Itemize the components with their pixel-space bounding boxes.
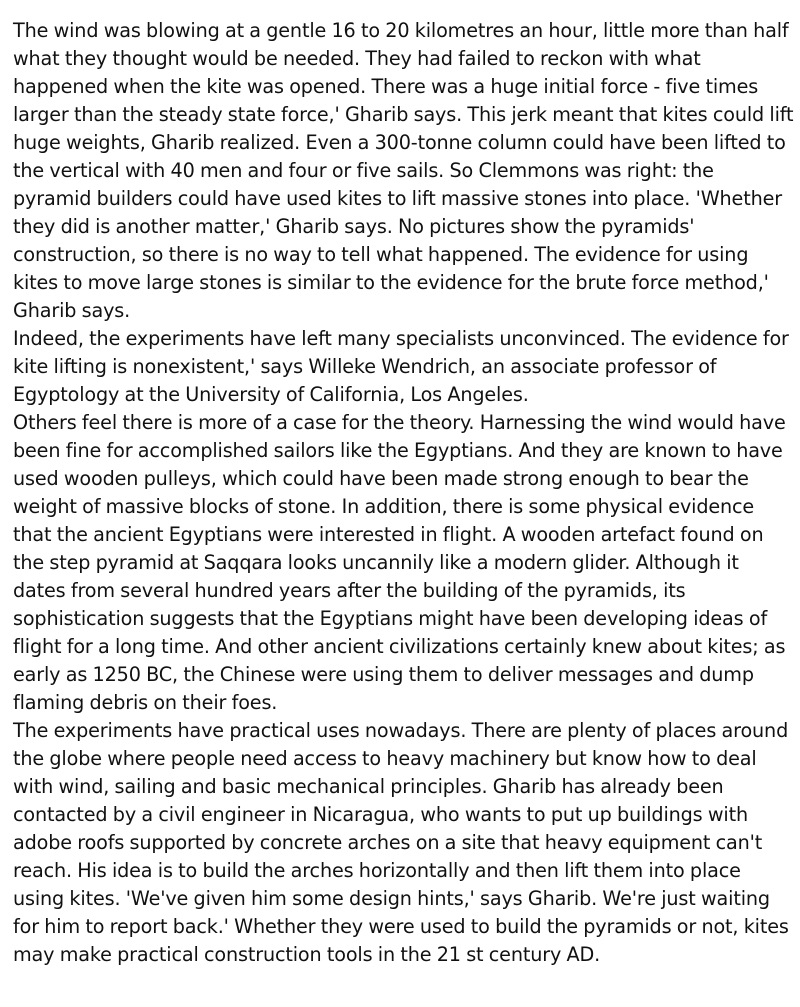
paragraph-case-for-theory: Others feel there is more of a case for the theory. Harnessing the wind would have been fine for accomplished sailors like the Egyptians. And they are known to have used wooden pulleys, which could have been made strong enough to bear the weight of massive blocks of stone. In addition, there is some physical evidence that the ancient Egyptians were interested in flight. A wooden artefact found on the step pyramid at Saqqara looks uncannily like a modern glider. Although it dates from several hundred years after the building of the pyramids, its sophistication suggests that the Egyptians might have been developing ideas of flight for a long time. And other ancient civilizations certainly knew about kites; as early as 1250 BC, the Chinese were using them to deliver messages and dump flaming debris on their foes. [13, 411, 786, 714]
article-text [13, 17, 794, 969]
paragraph-specialists-unconvinced: Indeed, the experiments have left many specialists unconvinced. The evidence for kite lifting is nonexistent,' says Willeke Wendrich, an associate professor of Egyptology at the University of California, Los Angeles. [13, 327, 789, 406]
paragraph-practical-uses: The experiments have practical uses nowadays. There are plenty of places around the globe where people need access to heavy machinery but know how to deal with wind, sailing and basic mechanical principles. Gharib has already been contacted by a civil engineer in Nicaragua, who wants to put up buildings with adobe roofs supported by concrete arches on a site that heavy equipment can't reach. His idea is to build the arches horizontally and then lift them into place using kites. 'We've given him some design hints,' says Gharib. We're just waiting for him to report back.' Whether they were used to build the pyramids or not, kites may make practical construction tools in the 21 st century AD. [13, 719, 789, 966]
paragraph-kite-force: The wind was blowing at a gentle 16 to 20 kilometres an hour, little more than half what they thought would be needed. They had failed to reckon with what happened when the kite was opened. There was a huge initial force - five times larger than the steady state force,' Gharib says. This jerk meant that kites could lift huge weights, Gharib realized. Even a 300-tonne column could have been lifted to the vertical with 40 men and four or five sails. So Clemmons was right: the pyramid builders could have used kites to lift massive stones into place. 'Whether they did is another matter,' Gharib says. No pictures show the pyramids' construction, so there is no way to tell what happened. The evidence for using kites to move large stones is similar to the evidence for the brute force method,' Gharib says. [13, 19, 794, 322]
